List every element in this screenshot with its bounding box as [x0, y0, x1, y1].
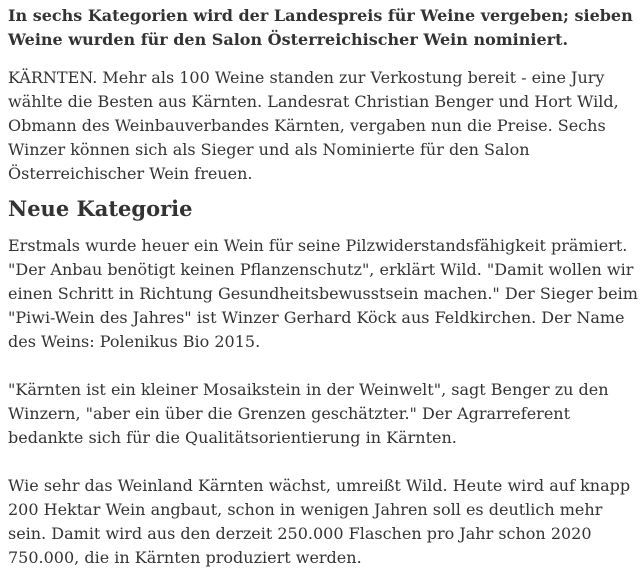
article-paragraph: Wie sehr das Weinland Kärnten wächst, umreißt Wild. Heute wird auf knapp 200 Hektar Wein angbaut, schon in wenigen Jahren soll es deutlich mehr sein. Damit wird aus den derzeit 250.000 Flaschen pro Jahr schon 2020 750.000, die in Kärnten produziert werden.	[8, 476, 631, 567]
article-body	[8, 4, 638, 570]
article-paragraph: "Kärnten ist ein kleiner Mosaikstein in der Weinwelt", sagt Benger zu den Winzern, "aber ein über die Grenzen geschätzter." Der Agrarreferent bedankte sich für die Qualitätsorientierung in Kärnten.	[8, 380, 609, 447]
article-paragraph: Erstmals wurde heuer ein Wein für seine Pilzwiderstandsfähigkeit prämiert. "Der Anbau benötigt keinen Pflanzenschutz", erklärt Wild. "Damit wollen wir einen Schritt in Richtung Gesundheitsbewusstsein machen." Der Sieger beim "Piwi-Wein des Jahres" ist Winzer Gerhard Köck aus Feldkirchen. Der Name des Weins: Polenikus Bio 2015.	[8, 236, 638, 351]
article-lead: In sechs Kategorien wird der Landespreis für Weine vergeben; sieben Weine wurden für den Salon Österreichischer Wein nominiert.	[8, 6, 633, 49]
section-heading: Neue Kategorie	[8, 196, 193, 221]
article-intro-paragraph: KÄRNTEN. Mehr als 100 Weine standen zur Verkostung bereit - eine Jury wählte die Besten aus Kärnten. Landesrat Christian Benger und Hort Wild, Obmann des Weinbauverbandes Kärnten, vergaben nun die Preise. Sechs Winzer können sich als Sieger und als Nominierte für den Salon Österreichischer Wein freuen.	[8, 68, 619, 183]
